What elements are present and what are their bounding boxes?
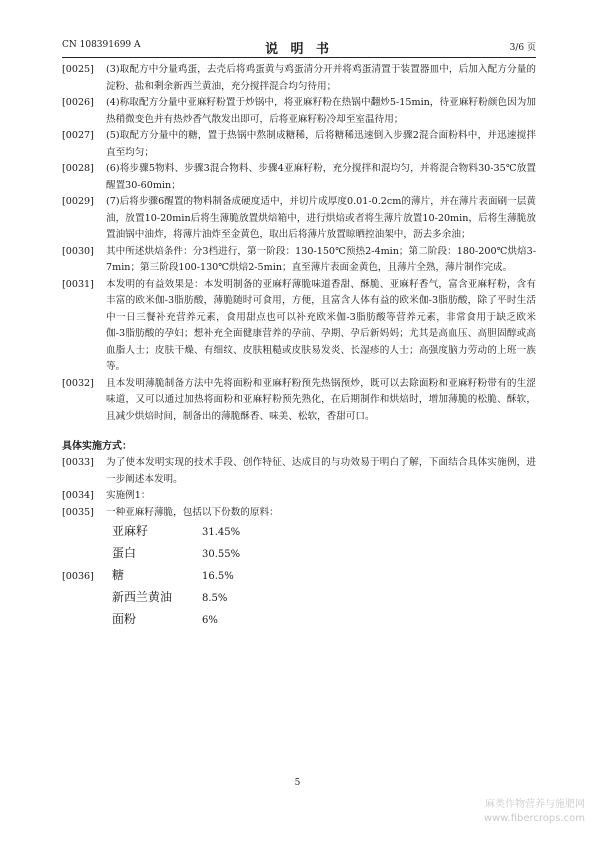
paragraph-number: [0030] bbox=[62, 245, 94, 257]
page-number: 5 bbox=[294, 778, 301, 788]
paragraph-0032 bbox=[62, 376, 536, 426]
paragraph-text: 为了使本发明实现的技术手段、创作特征、达成目的与功效易于明白了解，下面结合具体实施例，进一步阐述本发明。 bbox=[106, 457, 536, 485]
watermark-line-1: 麻类作物营养与施肥网 bbox=[485, 799, 585, 810]
paragraph-number: [0029] bbox=[62, 196, 94, 207]
paragraph-text: 且本发明薄脆制备方法中先将面粉和亚麻籽粉预先热锅预炒，既可以去除面粉和亚麻籽粉带有的生涩味道，又可以通过加热将面粉和亚麻籽粉预先熟化，在后期制作和烘焙时，增加薄脆的松脆、酥软，且减少烘焙时间，制备出的薄脆酥香、味美、松软，香甜可口。 bbox=[106, 377, 536, 422]
paragraph-0034 bbox=[62, 488, 536, 505]
paragraph-text: (7)后将步骤6醒置的物料制备成硬度适中，并切片成厚度0.01-0.2cm的薄片，并在薄片表面刷一层黄油，放置10-20min后将生薄脆放置烘焙箱中，进行烘焙或者将生薄片放置10-20min，后将生薄脆放置油锅中油炸，将薄片油炸至金黄色，取出后将薄片放置晾晒控油架中，沥去多余油； bbox=[106, 196, 536, 240]
ingredient-row bbox=[62, 565, 536, 587]
header-rule bbox=[62, 57, 536, 58]
paragraph-number: [0025] bbox=[62, 64, 94, 75]
ingredient-value: 6% bbox=[202, 615, 218, 626]
paragraph-number: [0036] bbox=[62, 571, 94, 582]
ingredient-row bbox=[112, 587, 536, 609]
paragraph-0025 bbox=[62, 62, 536, 95]
ingredient-row bbox=[112, 521, 536, 543]
paragraph-number: [0033] bbox=[62, 457, 94, 468]
paragraph-text: 本发明的有益效果是：本发明制备的亚麻籽薄脆味道香甜、酥脆、亚麻籽香气，富含亚麻籽粉，含有丰富的欧米伽-3脂肪酸，薄脆随时可食用，方便，且富含人体有益的欧米伽-3脂肪酸，除了平时生活中一日三餐补充营养元素，食用甜点也可以补充欧米伽-3脂肪酸等营养元素，非常食用于缺乏欧米伽-3脂肪酸的孕妇；想补充全面健康营养的孕前、孕期、孕后新妈妈；尤其是高血压、高胆固醇或高血脂人士；皮肤干燥、有细纹、皮肤粗糙或皮肤易发炎、长湿疹的人士；高强度脑力劳动的上班一族等。 bbox=[106, 278, 536, 372]
page-header bbox=[62, 38, 536, 57]
ingredient-name: 糖 bbox=[112, 568, 125, 582]
paragraph-0030 bbox=[62, 244, 536, 277]
watermark-line-2: www.fibercrops.com bbox=[483, 813, 585, 824]
document-body bbox=[62, 62, 536, 631]
paragraph-number: [0032] bbox=[62, 377, 94, 389]
paragraph-text: 一种亚麻籽薄脆，包括以下份数的原料： bbox=[106, 506, 279, 518]
paragraph-text: 其中所述烘焙条件：分3档进行，第一阶段：130-150℃预热2-4min；第二阶段：180-200℃烘焙3-7min；第三阶段100-130℃烘焙2-5min；直至薄片表面金黄色，且薄片全熟，薄片制作完成。 bbox=[106, 245, 536, 273]
section-heading: 具体实施方式： bbox=[62, 441, 132, 452]
paragraph-0026 bbox=[62, 95, 536, 128]
page-indicator: 3/6 页 bbox=[509, 43, 536, 53]
paragraph-text: (4)称取配方分量中亚麻籽粉置于炒锅中，将亚麻籽粉在热锅中翻炒5-15min，待亚麻籽粉颜色因为加热稍微变色并有热炒香气散发出即可，后将亚麻籽粉冷却至室温待用； bbox=[106, 97, 536, 125]
paragraph-text: 实施例1： bbox=[106, 490, 151, 501]
paragraph-text: (6)将步骤5物料、步骤3混合物料、步骤4亚麻籽粉，充分搅拌和混均匀，并将混合物料30-35℃放置醒置30-60min； bbox=[106, 163, 536, 191]
paragraph-number: [0026] bbox=[62, 97, 94, 108]
ingredient-name: 蛋白 bbox=[112, 546, 137, 560]
paragraph-0035 bbox=[62, 505, 536, 522]
paragraph-0029 bbox=[62, 194, 536, 244]
paragraph-number: [0035] bbox=[62, 506, 94, 518]
paragraph-number: [0034] bbox=[62, 490, 94, 501]
paragraph-number: [0027] bbox=[62, 130, 94, 141]
ingredient-name: 新西兰黄油 bbox=[112, 590, 173, 604]
paragraph-text: (5)取配方分量中的糖，置于热锅中熬制成糖稀，后将糖稀迅速倒入步骤2混合面粉料中，并迅速搅拌直至均匀； bbox=[106, 130, 536, 158]
paragraph-text: (3)取配方中分量鸡蛋，去壳后将鸡蛋黄与鸡蛋清分开并将鸡蛋清置于装置器皿中，后加入配方分量的淀粉、盐和剩余新西兰黄油，充分搅拌混合均匀待用； bbox=[106, 64, 536, 92]
ingredient-name: 亚麻籽 bbox=[112, 524, 149, 538]
document-number: CN 108391699 A bbox=[62, 40, 141, 50]
ingredient-name: 面粉 bbox=[112, 612, 137, 626]
paragraph-number: [0031] bbox=[62, 278, 94, 290]
paragraph-0031 bbox=[62, 277, 536, 376]
ingredient-value: 8.5% bbox=[202, 593, 228, 604]
paragraph-0028 bbox=[62, 161, 536, 194]
paragraph-0033 bbox=[62, 455, 536, 488]
document-title: 说 明 书 bbox=[264, 42, 334, 57]
paragraph-0027 bbox=[62, 128, 536, 161]
paragraph-number: [0028] bbox=[62, 163, 94, 174]
ingredient-value: 16.5% bbox=[202, 571, 234, 582]
ingredient-value: 30.55% bbox=[202, 549, 241, 560]
ingredient-row bbox=[112, 609, 536, 631]
ingredient-row bbox=[112, 543, 536, 565]
ingredient-list bbox=[62, 521, 536, 631]
ingredient-value: 31.45% bbox=[202, 527, 241, 538]
watermark bbox=[484, 798, 585, 826]
